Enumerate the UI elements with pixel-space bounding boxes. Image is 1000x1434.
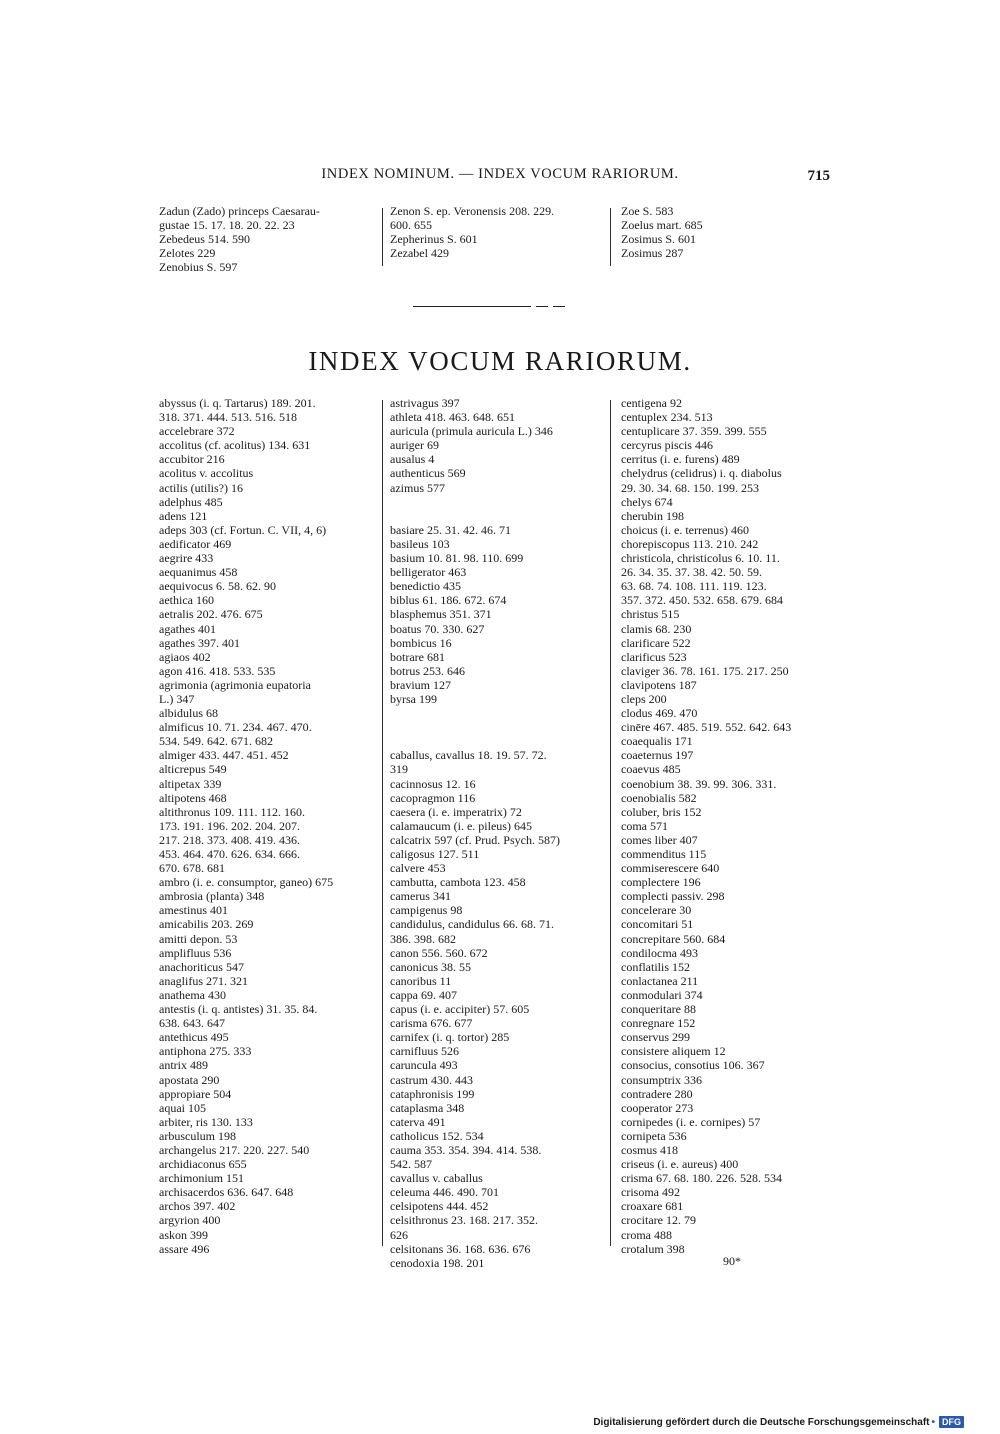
index-entry: antestis (i. q. antistes) 31. 35. 84. <box>159 1002 318 1017</box>
index-entry: caligosus 127. 511 <box>390 847 480 861</box>
index-entry: 26. 34. 35. 37. 38. 42. 50. 59. <box>621 565 762 580</box>
index-entry: christus 515 <box>621 607 680 622</box>
index-entry: anathema 430 <box>159 987 226 1002</box>
index-entry: calamaucum (i. e. pileus) 645 <box>390 818 532 833</box>
divider-rule <box>413 306 531 307</box>
index-entry: antethicus 495 <box>159 1030 229 1045</box>
index-entry: carisma 676. 677 <box>390 1016 473 1031</box>
index-entry: cornipedes (i. e. cornipes) 57 <box>621 1114 761 1129</box>
index-entry: adeps 303 (cf. Fortun. C. VII, 4, 6) <box>159 522 327 537</box>
index-entry: coaequalis 171 <box>621 734 693 749</box>
running-head: INDEX NOMINUM. — INDEX VOCUM RARIORUM. <box>321 166 679 182</box>
index-entry: conqueritare 88 <box>621 1002 696 1017</box>
index-entry: Zezabel 429 <box>390 246 449 261</box>
index-entry <box>390 495 605 509</box>
index-entry: cambutta, cambota 123. 458 <box>390 875 526 890</box>
vocum-index-column-3 <box>621 396 836 1256</box>
index-entry <box>390 734 605 748</box>
section-divider <box>413 298 565 313</box>
index-entry: Zosimus 287 <box>621 246 684 261</box>
index-entry: centuplicare 37. 359. 399. 555 <box>621 424 767 439</box>
index-entry: archos 397. 402 <box>159 1199 236 1214</box>
index-entry: 29. 30. 34. 68. 150. 199. 253 <box>621 480 759 495</box>
index-entry: canoribus 11 <box>390 973 452 988</box>
index-entry: Zoelus mart. 685 <box>621 218 703 233</box>
index-entry: coaevus 485 <box>621 762 681 777</box>
column-rule <box>382 400 383 1246</box>
index-entry: adens 121 <box>159 508 208 523</box>
index-entry: criseus (i. e. aureus) 400 <box>621 1157 739 1172</box>
index-entry: cacopragmon 116 <box>390 790 476 805</box>
index-entry: coluber, bris 152 <box>621 804 702 819</box>
index-entry: cataplasma 348 <box>390 1100 465 1115</box>
index-entry: coenobialis 582 <box>621 790 697 805</box>
index-entry: caterva 491 <box>390 1114 446 1129</box>
column-rule <box>382 208 383 266</box>
index-entry: basileus 103 <box>390 536 450 551</box>
index-entry: basiare 25. 31. 42. 46. 71 <box>390 522 511 537</box>
index-entry: arbiter, ris 130. 133 <box>159 1114 253 1129</box>
index-entry: 357. 372. 450. 532. 658. 679. 684 <box>621 593 783 608</box>
index-entry: amitti depon. 53 <box>159 931 238 946</box>
index-entry: athleta 418. 463. 648. 651 <box>390 410 515 425</box>
index-entry: 453. 464. 470. 626. 634. 666. <box>159 847 300 861</box>
index-entry: cacinnosus 12. 16 <box>390 776 476 791</box>
index-entry: calvere 453 <box>390 861 446 876</box>
index-entry: accubitor 216 <box>159 452 225 467</box>
index-entry: altipetax 339 <box>159 776 222 791</box>
index-entry: choicus (i. e. terrenus) 460 <box>621 522 749 537</box>
vocum-index-column-2 <box>390 396 605 1270</box>
digitization-credit <box>593 1416 964 1428</box>
index-entry: caruncula 493 <box>390 1058 458 1073</box>
index-entry: conflatilis 152 <box>621 959 690 974</box>
index-entry: complectere 196 <box>621 875 701 890</box>
index-entry: consumptrix 336 <box>621 1072 702 1087</box>
index-entry: campigenus 98 <box>390 903 463 918</box>
index-entry: celsitonans 36. 168. 636. 676 <box>390 1241 531 1256</box>
index-entry: ausalus 4 <box>390 452 435 467</box>
index-entry: archisacerdos 636. 647. 648 <box>159 1185 294 1200</box>
index-entry: clodus 469. 470 <box>621 706 698 721</box>
index-entry: conservus 299 <box>621 1030 690 1045</box>
index-entry: conregnare 152 <box>621 1016 696 1031</box>
index-entry: celeuma 446. 490. 701 <box>390 1185 499 1200</box>
index-entry: consocius, consotius 106. 367 <box>621 1058 765 1073</box>
index-entry: concrepitare 560. 684 <box>621 931 726 946</box>
index-entry: ambrosia (planta) 348 <box>159 889 265 904</box>
index-entry: cercyrus piscis 446 <box>621 438 713 453</box>
index-entry: Zosimus S. 601 <box>621 232 697 247</box>
index-entry: anachoriticus 547 <box>159 959 244 974</box>
index-entry: benedictio 435 <box>390 579 461 594</box>
index-entry: carnifex (i. q. tortor) 285 <box>390 1030 510 1045</box>
index-entry: concelerare 30 <box>621 903 692 918</box>
index-entry: L.) 347 <box>159 691 195 706</box>
index-entry <box>390 509 605 523</box>
index-entry: caballus, cavallus 18. 19. 57. 72. <box>390 748 547 763</box>
index-entry: claviger 36. 78. 161. 175. 217. 250 <box>621 663 789 678</box>
index-entry: Zenon S. ep. Veronensis 208. 229. <box>390 204 555 218</box>
index-entry: 319 <box>390 762 408 777</box>
names-index-column-1 <box>159 204 377 274</box>
page-header <box>0 166 1000 188</box>
index-entry: aetralis 202. 476. 675 <box>159 607 263 622</box>
index-entry: calcatrix 597 (cf. Prud. Psych. 587) <box>390 832 560 847</box>
section-title: INDEX VOCUM RARIORUM. <box>308 346 692 376</box>
index-entry: candidulus, candidulus 66. 68. 71. <box>390 917 554 932</box>
index-entry: Zoe S. 583 <box>621 204 674 218</box>
index-entry: aequanimus 458 <box>159 565 238 580</box>
index-entry: Zadun (Zado) princeps Caesarau- <box>159 204 320 218</box>
index-entry: 173. 191. 196. 202. 204. 207. <box>159 818 300 833</box>
index-entry: croma 488 <box>621 1227 672 1242</box>
index-entry: Zebedeus 514. 590 <box>159 232 250 247</box>
index-entry: cavallus v. caballus <box>390 1171 483 1186</box>
index-entry: archimonium 151 <box>159 1171 244 1186</box>
index-entry: 63. 68. 74. 108. 111. 119. 123. <box>621 579 767 594</box>
index-entry: consistere aliquem 12 <box>621 1044 726 1059</box>
index-entry: altipotens 468 <box>159 790 227 805</box>
index-entry: coenobium 38. 39. 99. 306. 331. <box>621 776 777 791</box>
index-entry: capus (i. e. accipiter) 57. 605 <box>390 1002 530 1017</box>
index-entry: clarificus 523 <box>621 649 687 664</box>
index-entry: azimus 577 <box>390 480 445 495</box>
credit-text: Digitalisierung gefördert durch die Deutsche Forschungsgemeinschaft <box>593 1416 930 1428</box>
index-entry: almiger 433. 447. 451. 452 <box>159 748 289 763</box>
index-entry: cornipeta 536 <box>621 1128 687 1143</box>
index-entry: biblus 61. 186. 672. 674 <box>390 593 507 608</box>
page-number: 715 <box>807 168 830 184</box>
index-entry: boatus 70. 330. 627 <box>390 621 485 636</box>
index-entry: appropiare 504 <box>159 1086 232 1101</box>
index-entry: aequivocus 6. 58. 62. 90 <box>159 579 276 594</box>
index-entry: argyrion 400 <box>159 1213 221 1228</box>
index-entry: cooperator 273 <box>621 1100 694 1115</box>
index-entry: assare 496 <box>159 1241 210 1256</box>
index-entry: 534. 549. 642. 671. 682 <box>159 734 273 749</box>
index-entry: canon 556. 560. 672 <box>390 945 488 960</box>
vocum-index-column-1 <box>159 396 377 1256</box>
index-entry: cenodoxia 198. 201 <box>390 1255 485 1270</box>
index-entry: castrum 430. 443 <box>390 1072 473 1087</box>
index-entry: Zelotes 229 <box>159 246 216 261</box>
index-entry: coma 571 <box>621 818 668 833</box>
index-entry: crisoma 492 <box>621 1185 680 1200</box>
index-entry: centigena 92 <box>621 396 682 410</box>
index-entry: cosmus 418 <box>621 1142 678 1157</box>
index-entry: accolitus (cf. acolitus) 134. 631 <box>159 438 311 453</box>
index-entry: commenditus 115 <box>621 847 707 861</box>
index-entry: clavipotens 187 <box>621 677 697 692</box>
index-entry: acolitus v. accolitus <box>159 466 254 481</box>
index-entry: camerus 341 <box>390 889 451 904</box>
index-entry: 217. 218. 373. 408. 419. 436. <box>159 832 300 847</box>
index-entry: cinēre 467. 485. 519. 552. 642. 643 <box>621 720 792 735</box>
index-entry: christicola, christicolus 6. 10. 11. <box>621 551 780 566</box>
index-entry: auricula (primula auricula L.) 346 <box>390 424 553 439</box>
index-entry: canonicus 38. 55 <box>390 959 471 974</box>
index-entry: apostata 290 <box>159 1072 220 1087</box>
column-rule <box>610 400 611 1246</box>
index-entry: bravium 127 <box>390 677 451 692</box>
names-index-column-2 <box>390 204 605 260</box>
names-index-column-3 <box>621 204 836 260</box>
index-entry: celsipotens 444. 452 <box>390 1199 489 1214</box>
index-entry: arbusculum 198 <box>159 1128 236 1143</box>
index-entry: croaxare 681 <box>621 1199 684 1214</box>
index-entry: comes liber 407 <box>621 832 698 847</box>
index-entry: aquai 105 <box>159 1100 206 1115</box>
separator-dot-icon: • <box>931 1416 935 1428</box>
index-entry: belligerator 463 <box>390 565 467 580</box>
index-entry: 638. 643. 647 <box>159 1016 225 1031</box>
index-entry: crocitare 12. 79 <box>621 1213 696 1228</box>
index-entry: Zenobius S. 597 <box>159 260 238 275</box>
index-entry: aethica 160 <box>159 593 214 608</box>
index-entry: antrix 489 <box>159 1058 208 1073</box>
index-entry: commiserescere 640 <box>621 861 720 876</box>
index-entry: antiphona 275. 333 <box>159 1044 252 1059</box>
index-entry: cappa 69. 407 <box>390 987 457 1002</box>
index-entry: amicabilis 203. 269 <box>159 917 254 932</box>
index-entry: Zepherinus S. 601 <box>390 232 478 247</box>
index-entry: conmodulari 374 <box>621 987 703 1002</box>
index-entry: 318. 371. 444. 513. 516. 518 <box>159 410 297 425</box>
index-entry: abyssus (i. q. Tartarus) 189. 201. <box>159 396 316 410</box>
index-entry: bombicus 16 <box>390 635 452 650</box>
index-entry: albidulus 68 <box>159 706 218 721</box>
index-entry: adelphus 485 <box>159 494 223 509</box>
index-entry: botrus 253. 646 <box>390 663 465 678</box>
index-entry: byrsa 199 <box>390 691 437 706</box>
index-entry: 542. 587 <box>390 1157 432 1172</box>
divider-rule <box>553 306 565 307</box>
index-entry: condilocma 493 <box>621 945 698 960</box>
index-entry: 626 <box>390 1227 408 1242</box>
index-entry: conlactanea 211 <box>621 973 699 988</box>
index-entry: carnifluus 526 <box>390 1044 459 1059</box>
index-entry: almificus 10. 71. 234. 467. 470. <box>159 720 312 735</box>
index-entry: archidiaconus 655 <box>159 1157 247 1172</box>
index-entry <box>390 720 605 734</box>
index-entry: astrivagus 397 <box>390 396 460 410</box>
index-entry: accelebrare 372 <box>159 424 235 439</box>
index-entry: clamis 68. 230 <box>621 621 692 636</box>
index-entry: cleps 200 <box>621 691 667 706</box>
index-entry: contradere 280 <box>621 1086 693 1101</box>
index-entry: cauma 353. 354. 394. 414. 538. <box>390 1142 542 1157</box>
index-entry: agiaos 402 <box>159 649 211 664</box>
index-entry: 386. 398. 682 <box>390 931 456 946</box>
index-entry: 670. 678. 681 <box>159 861 225 876</box>
index-entry: agathes 397. 401 <box>159 635 240 650</box>
index-entry <box>390 706 605 720</box>
index-entry: crotalum 398 <box>621 1241 685 1256</box>
index-entry: botrare 681 <box>390 649 445 664</box>
index-entry: clarificare 522 <box>621 635 691 650</box>
index-entry: cataphronisis 199 <box>390 1086 475 1101</box>
dfg-logo: DFG <box>939 1416 964 1428</box>
index-entry: basium 10. 81. 98. 110. 699 <box>390 551 524 566</box>
index-entry: aegrire 433 <box>159 551 214 566</box>
index-entry: concomitari 51 <box>621 917 694 932</box>
index-entry: centuplex 234. 513 <box>621 410 713 425</box>
index-entry: celsithronus 23. 168. 217. 352. <box>390 1213 538 1228</box>
index-entry: blasphemus 351. 371 <box>390 607 492 622</box>
index-entry: agathes 401 <box>159 621 216 636</box>
index-entry: auriger 69 <box>390 438 439 453</box>
index-entry: coaeternus 197 <box>621 748 694 763</box>
index-entry: 600. 655 <box>390 218 432 233</box>
index-entry: caesera (i. e. imperatrix) 72 <box>390 804 522 819</box>
index-entry: agon 416. 418. 533. 535 <box>159 663 276 678</box>
index-entry: amestinus 401 <box>159 903 228 918</box>
index-entry: agrimonia (agrimonia eupatoria <box>159 677 311 692</box>
index-entry: archangelus 217. 220. 227. 540 <box>159 1142 310 1157</box>
index-entry: authenticus 569 <box>390 466 466 481</box>
index-entry: amplifluus 536 <box>159 945 232 960</box>
index-entry: actilis (utilis?) 16 <box>159 480 243 495</box>
index-entry: chorepiscopus 113. 210. 242 <box>621 536 759 551</box>
index-entry: askon 399 <box>159 1227 208 1242</box>
column-rule <box>610 208 611 266</box>
index-entry: complecti passiv. 298 <box>621 889 725 904</box>
index-entry: gustae 15. 17. 18. 20. 22. 23 <box>159 218 295 233</box>
index-entry: catholicus 152. 534 <box>390 1128 484 1143</box>
index-entry: chelys 674 <box>621 494 673 509</box>
index-entry: chelydrus (celidrus) i. q. diabolus <box>621 466 782 481</box>
index-entry: anaglifus 271. 321 <box>159 973 248 988</box>
index-entry: cherubin 198 <box>621 508 684 523</box>
index-entry: aedificator 469 <box>159 536 232 551</box>
index-entry: alticrepus 549 <box>159 762 227 777</box>
index-entry: cerritus (i. e. furens) 489 <box>621 452 740 467</box>
index-entry: crisma 67. 68. 180. 226. 528. 534 <box>621 1171 782 1186</box>
index-entry: ambro (i. e. consumptor, ganeo) 675 <box>159 875 334 890</box>
signature-mark: 90* <box>723 1254 741 1268</box>
index-entry: altithronus 109. 111. 112. 160. <box>159 804 305 819</box>
divider-rule <box>536 306 548 307</box>
